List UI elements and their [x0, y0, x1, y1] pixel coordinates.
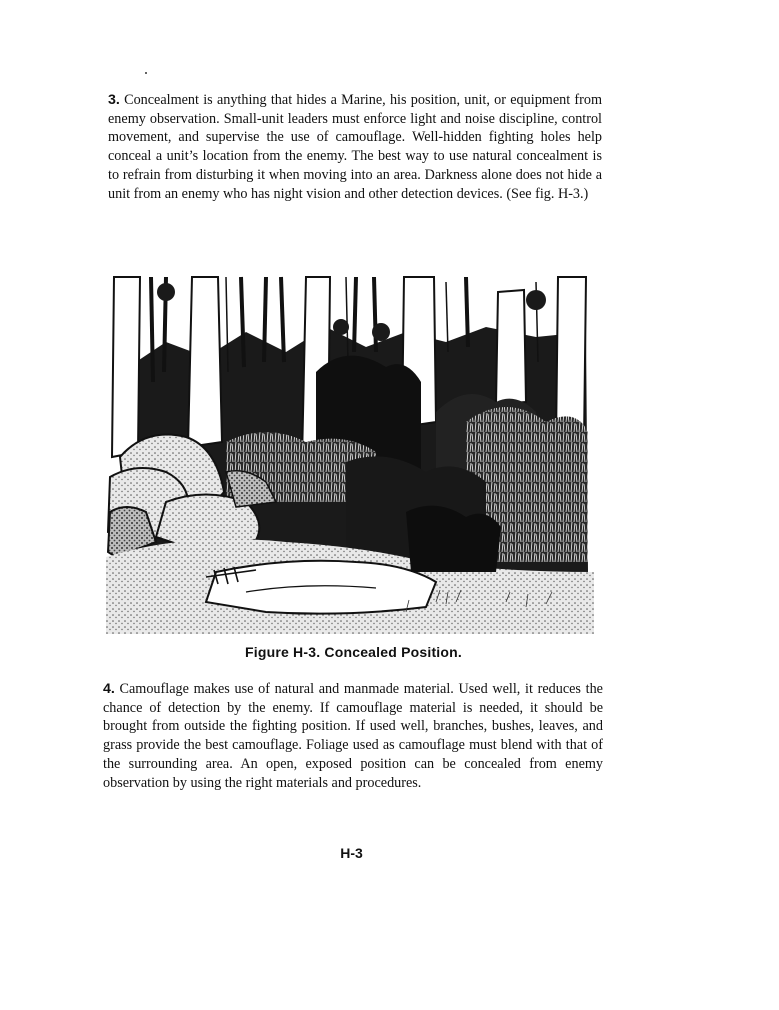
- page-number-text: H-3: [340, 845, 363, 861]
- paragraph-text: Concealment is anything that hides a Marine, his position, unit, or equipment from enemy observation. Small-unit leaders must enforce light and noise discipline, control movement, and supervise the use of camouflage. Well-hidden fighting holes help conceal a unit’s location from the enemy. The best way to use natural concealment is to refrain from disturbing it when moving into an area. Darkness alone does not hide a unit from an enemy who has night vision and other detection devices. (See fig. H-3.): [108, 92, 602, 202]
- paragraph-text: Camouflage makes use of natural and manmade material. Used well, it reduces the chance of detection by the enemy. If camouflage material is needed, it should be brought from outside the fighting position. If used well, branches, bushes, leaves, and grass provide the best camouflage. Foliage used as camouflage must blend with that of the surrounding area. An open, exposed position can be concealed from enemy observation by using the right materials and procedures.: [103, 681, 603, 791]
- paragraph-number: 4.: [103, 681, 115, 697]
- paragraph-number: 3.: [108, 92, 120, 108]
- concealed-position-illustration: [106, 272, 594, 634]
- forest-scene-drawing: [106, 272, 594, 634]
- figure-caption-text: Figure H-3. Concealed Position.: [244, 644, 462, 660]
- scan-speck: [145, 72, 147, 74]
- page-number: [0, 845, 779, 861]
- figure-caption: [0, 644, 779, 660]
- paragraph-4: [103, 680, 603, 792]
- paragraph-3: [108, 91, 602, 203]
